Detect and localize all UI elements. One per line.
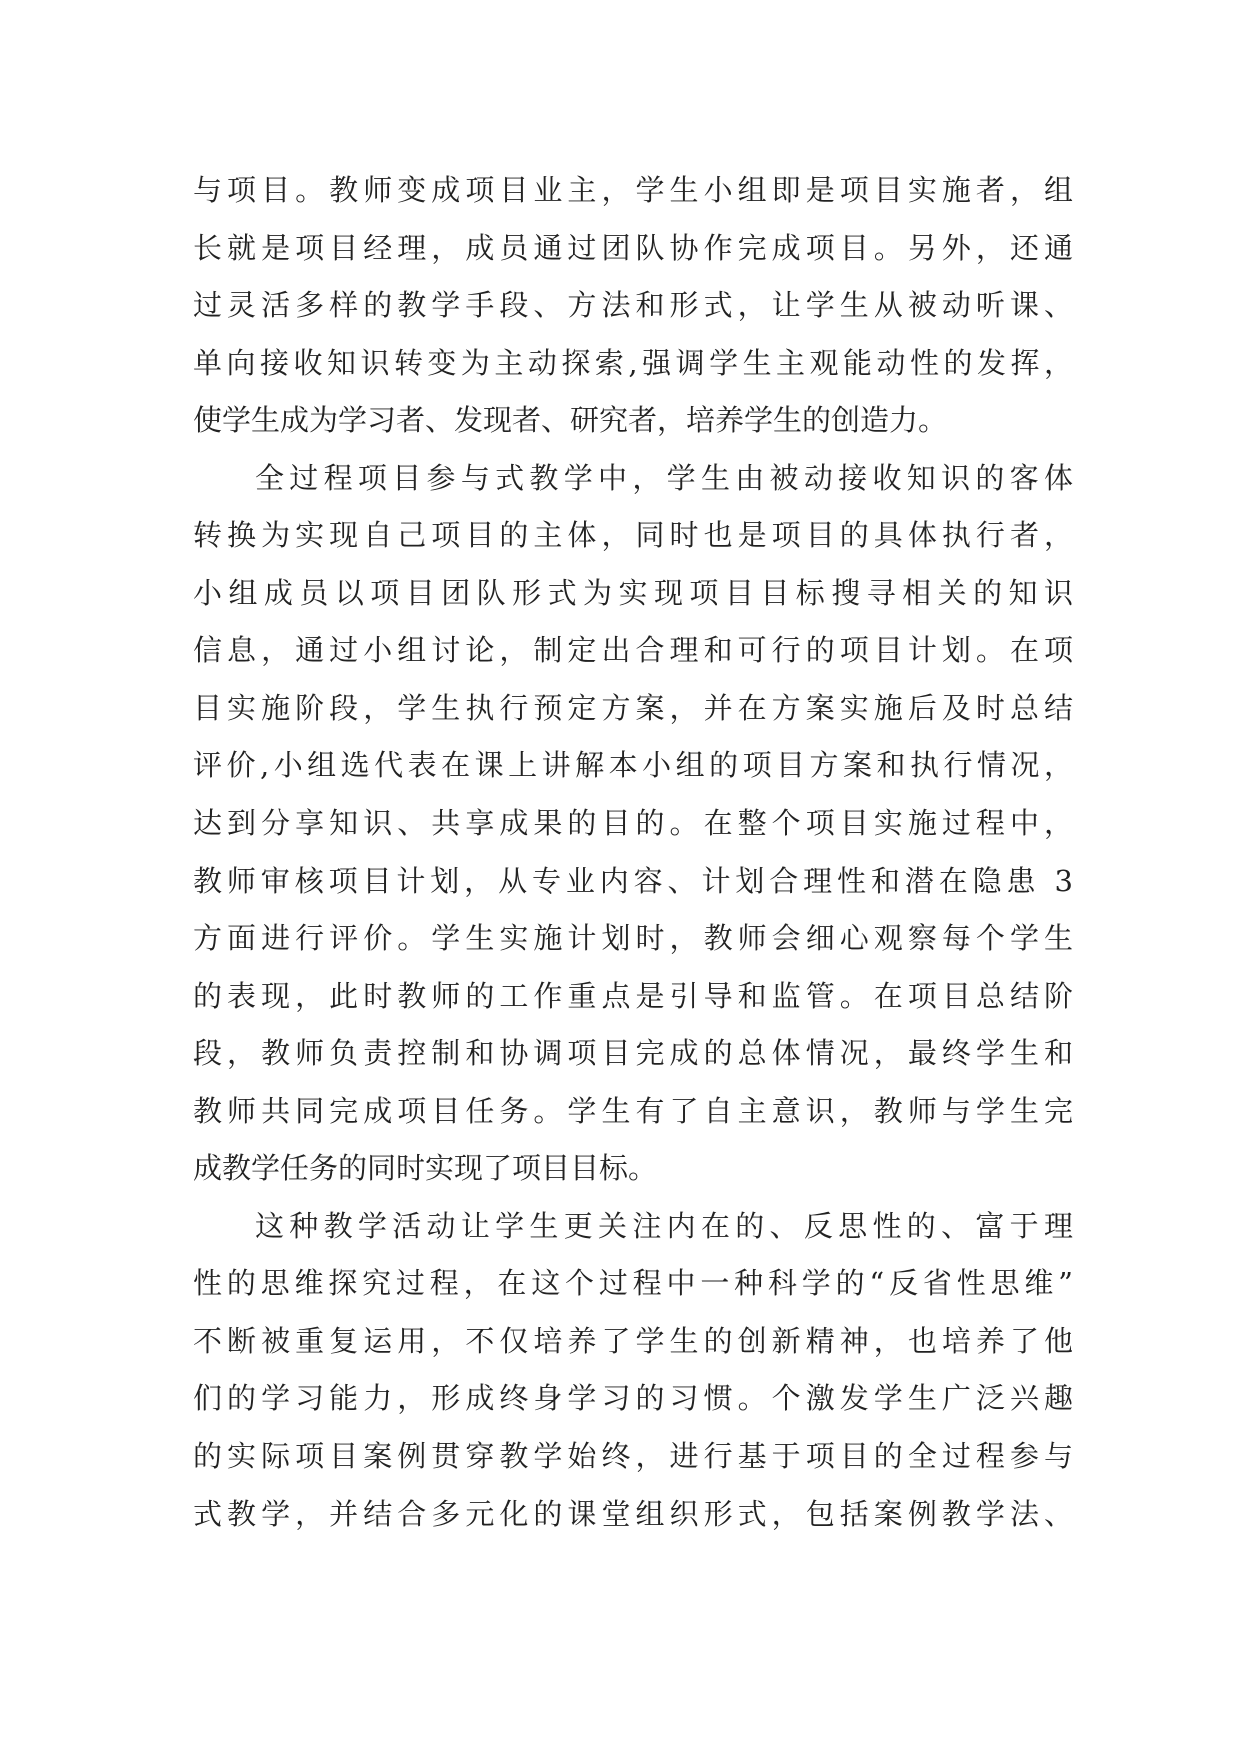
body-text <box>193 162 1073 1543</box>
text-line: 段，教师负责控制和协调项目完成的总体情况，最终学生和 <box>193 1036 1073 1071</box>
text-line: 不断被重复运用，不仅培养了学生的创新精神，也培养了他 <box>193 1323 1073 1358</box>
text-line: 信息，通过小组讨论，制定出合理和可行的项目计划。在项 <box>193 633 1073 668</box>
text-line: 成教学任务的同时实现了项目目标。 <box>193 1151 658 1186</box>
text-line: 单向接收知识转变为主动探索,强调学生主观能动性的发挥， <box>193 345 1073 380</box>
text-line: 性的思维探究过程，在这个过程中一种科学的“反省性思维” <box>193 1266 1073 1301</box>
text-line: 使学生成为学习者、发现者、研究者，培养学生的创造力。 <box>193 403 948 438</box>
text-line: 转换为实现自己项目的主体，同时也是项目的具体执行者， <box>193 518 1073 553</box>
text-line: 教师审核项目计划，从专业内容、计划合理性和潜在隐患 3 <box>193 863 1073 898</box>
text-line: 教师共同完成项目任务。学生有了自主意识，教师与学生完 <box>193 1093 1073 1128</box>
text-line: 的表现，此时教师的工作重点是引导和监管。在项目总结阶 <box>193 978 1073 1013</box>
paragraph-start-line: 全过程项目参与式教学中，学生由被动接收知识的客体 <box>255 460 1073 495</box>
text-line: 评价,小组选代表在课上讲解本小组的项目方案和执行情况， <box>193 748 1073 783</box>
text-line: 过灵活多样的教学手段、方法和形式，让学生从被动听课、 <box>193 288 1073 323</box>
text-line: 小组成员以项目团队形式为实现项目目标搜寻相关的知识 <box>193 575 1073 610</box>
text-line: 的实际项目案例贯穿教学始终，进行基于项目的全过程参与 <box>193 1439 1073 1474</box>
text-line: 达到分享知识、共享成果的目的。在整个项目实施过程中， <box>193 806 1073 841</box>
text-line: 式教学，并结合多元化的课堂组织形式，包括案例教学法、 <box>193 1496 1073 1531</box>
text-line: 们的学习能力，形成终身学习的习惯。个激发学生广泛兴趣 <box>193 1381 1073 1416</box>
text-line: 方面进行评价。学生实施计划时，教师会细心观察每个学生 <box>193 921 1073 956</box>
text-line: 长就是项目经理，成员通过团队协作完成项目。另外，还通 <box>193 230 1073 265</box>
text-line: 目实施阶段，学生执行预定方案，并在方案实施后及时总结 <box>193 690 1073 725</box>
paragraph-start-line: 这种教学活动让学生更关注内在的、反思性的、富于理 <box>255 1208 1073 1243</box>
text-line: 与项目。教师变成项目业主，学生小组即是项目实施者，组 <box>193 173 1073 207</box>
